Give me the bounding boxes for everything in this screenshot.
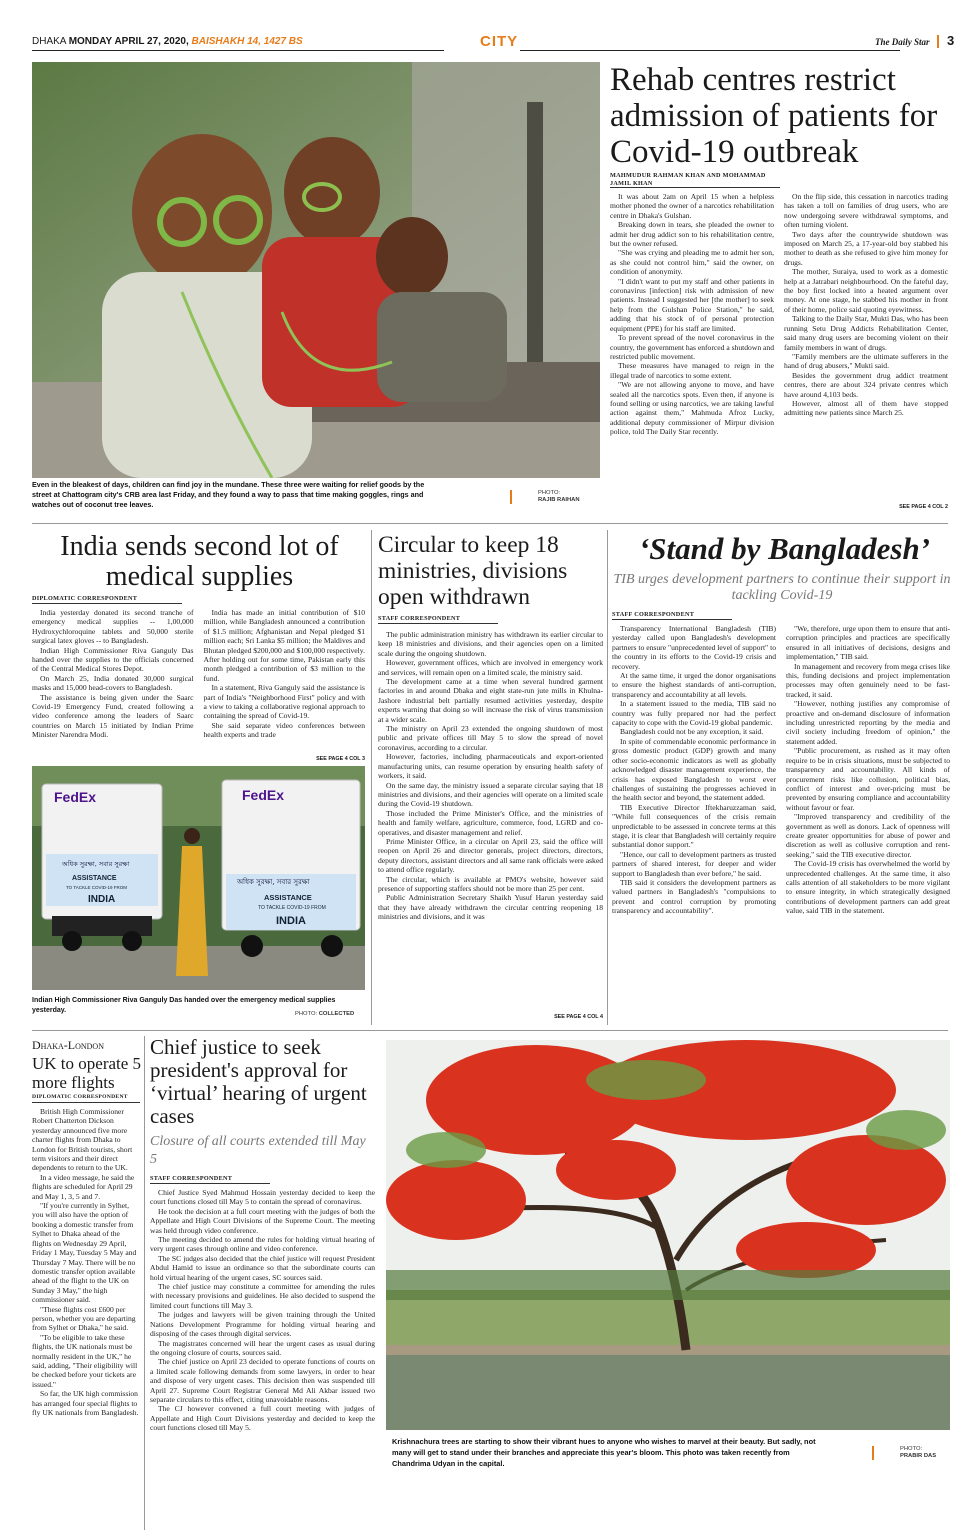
paragraph: The chief justice may constitute a committee for amending the rules with necessary provisions and guidelines. He also decided to suspend the limited court functions till May 3. — [150, 1282, 375, 1310]
pole — [527, 102, 543, 362]
top-photo-credit — [538, 490, 600, 506]
child-shirt — [377, 292, 507, 402]
paper-logo: The Daily Star — [875, 37, 930, 47]
paragraph: So far, the UK high commission has arranged four special flights to fly UK nationals from Bangladesh. — [32, 1389, 139, 1417]
paragraph: The chief justice on April 23 decided to operate functions of courts on a limited scale following demands from some lawyers, in order to hear and dispose of very urgent cases. This decision then was suspended till April 27. Supreme Court Registrar General Md Ali Akbar issued two separate circulars to this effect, citing unavoidable reasons. — [150, 1357, 375, 1404]
paragraph: To prevent spread of the novel coronavirus in the country, the government has enforced a shutdown and restricted public movement. — [610, 333, 774, 361]
tib-byline: STAFF CORRESPONDENT — [612, 611, 732, 620]
paragraph: In management and recovery from mega crises like this, funding decisions and project implementation processes may often genuinely need to be fast-tracked, it said. — [786, 661, 950, 699]
paragraph: On March 25, India donated 30,000 surgical masks and 15,000 head-covers to Bangladesh. — [32, 673, 194, 693]
masthead-date: MONDAY APRIL 27, 2020, — [68, 36, 189, 47]
paragraph: "Hence, our call to development partners as trusted partners of shared interest, for deeper and wider support to Bangladesh than ever before," he said. — [612, 849, 776, 878]
paragraph: Those included the Prime Minister's Office, and the ministries of health and family welfare, agriculture, commerce, food, LGRD and co-operatives, and disaster management and relief. — [378, 808, 603, 837]
tib-headline: ‘Stand by Bangladesh’ — [638, 531, 931, 566]
banner-line2: TO TACKLE COVID-19 FROM — [258, 905, 326, 911]
child-head — [284, 137, 380, 247]
credit-name: RAJIB RAIHAN — [538, 497, 580, 503]
uk-body — [32, 1107, 140, 1527]
krishnachura-tree-illustration — [386, 1040, 950, 1430]
paragraph: The Covid-19 crisis has overwhelmed the world by unprecedented challenges. At the same time, it also calls attention of all stakeholders to be more vigilant to ensure integrity, in which strategically designed contributions of development partners can add great value, said TIB in the statement. — [786, 859, 950, 916]
paragraph: The development came at a time when several hundred garment factories in and around Dhaka and eight state-run jute mills in Khulna-Jashore industrial belt partially resumed activities yesterday, despite experts warning that doing so will increase the risk of virus transmission at a wider scale. — [378, 677, 603, 724]
paragraph: The magistrates concerned will hear the urgent cases as usual during the ongoing closure of courts, sources said. — [150, 1338, 375, 1357]
circular-headline: Circular to keep 18 ministries, divisions open withdrawn — [378, 532, 568, 610]
paragraph: "We, therefore, urge upon them to ensure that anti-corruption principles and practices are specifically ensured in all initiatives of decisions, designs and implementation," TIB said. — [786, 624, 950, 662]
wheel — [241, 935, 263, 957]
credit-label: PHOTO: — [900, 1446, 923, 1452]
credit-label: PHOTO: — [295, 1011, 318, 1017]
paragraph: Public Administration Secretary Shaikh Yusuf Harun yesterday said that they have already withdrawn the circular centring reopening 18 ministries and divisions, and it was — [378, 893, 603, 922]
credit-name: COLLECTED — [318, 1011, 355, 1017]
paragraph: He took the decision at a full court meeting with the judges of both the Appellate and High Court Divisions of the Supreme Court. The meeting was held through video conference. — [150, 1206, 375, 1235]
rehab-byline: MAHMUDUR RAHMAN KHAN AND MOHAMMAD JAMIL KHAN — [610, 172, 780, 188]
paragraph: "I didn't want to put my staff and other patients in coronavirus [infection] risk with admission of new patients. Instead I suggested her [the mother] to seek help from the Gulshan Police Station," he said, adding that his stock of of personal protection equipment (PPE) for his staff are limited. — [610, 276, 774, 333]
tree-photo-credit — [900, 1446, 956, 1462]
india-see-page: SEE PAGE 4 COL 3 — [316, 756, 365, 762]
cj-byline: STAFF CORRESPONDENT — [150, 1175, 270, 1184]
credit-name: PRABIR DAS — [900, 1453, 937, 1459]
paragraph: "Family members are the ultimate sufferers in the hand of drug abusers," Mukti said. — [784, 351, 948, 371]
cj-deck: Closure of all courts extended till May 5 — [150, 1134, 366, 1167]
paragraph: In a statement, Riva Ganguly said the assistance is part of India's "Neighborhood First" policy and with a view to taking a collaborative regional approach to containing the spread of Covid-19. — [203, 683, 365, 721]
paragraph: In spite of commendable economic performance in gross domestic product (GDP) growth and many other socio-economic indicators as well as globally acknowledged disaster management experience, the crisis has exposed Bangladesh to worst ever challenges of sustaining the progresses achieved in the health sector and beyond, the statement added. — [612, 736, 776, 803]
rehab-see-page: SEE PAGE 4 COL 2 — [899, 504, 948, 510]
section-label: CITY — [480, 34, 519, 50]
lake-edge — [386, 1345, 950, 1355]
cj-body — [150, 1188, 375, 1528]
paragraph: The circular, which is available at PMO's website, however said presence of supporting staffers should not be more than 25 per cent. — [378, 874, 603, 893]
children-photo-illustration — [32, 62, 600, 478]
paragraph: The ministry on April 23 extended the ongoing shutdown of most public and private offices till May 5 to slow the spread of novel coronavirus, according to a circular. — [378, 724, 603, 752]
paragraph: British High Commissioner Robert Chatterton Dickson yesterday announced five more charter flights from Dhaka to London for British tourists, short term visitors and their direct dependents to return to the UK. — [32, 1107, 133, 1173]
paragraph: Bangladesh could not be any exception, it said. — [620, 727, 764, 737]
banner-line2: TO TACKLE COVID-19 FROM — [66, 885, 128, 890]
masthead-city: DHAKA — [32, 36, 66, 47]
circular-see-page: SEE PAGE 4 COL 4 — [554, 1014, 603, 1020]
banner-line3: INDIA — [276, 915, 306, 927]
person-head — [184, 828, 200, 844]
top-photo-credit-marker — [510, 490, 512, 504]
tree-photo — [386, 1040, 950, 1430]
paragraph: Besides the government drug addict treatment centres, there are about 324 private centres which have around 4,103 beds. — [784, 370, 948, 399]
column-rule — [371, 530, 372, 1025]
india-photo — [32, 766, 365, 990]
paragraph: In a statement issued to the media, TIB said no country was fully prepared nor had the perfect capacity to cope with the Covid-19 global pandemic. — [612, 699, 776, 728]
paragraph: India yesterday donated its second tranche of emergency medical supplies -- 1,00,000 Hydroxychloroquine tablets and 50,000 sterile surgical latex gloves -- to Bangladesh. — [32, 608, 194, 646]
paragraph: India has made an initial contribution of $10 million, while Bangladesh announced a contribution of $1.5 million; Afghanistan and Nepal pledged $1 million each; Sri Lanka $5 million; the Maldives and Bhutan pledged $200,000 and $100,000 respectively. After holding out for some time, Pakistan early this month pledged a contribution of $3 million to the fund. — [203, 608, 365, 683]
paragraph: It was about 2am on April 15 when a helpless mother phoned the owner of a narcotics rehabilitation centre in Dhaka's Gulshan. — [610, 192, 774, 220]
tib-deck: TIB urges development partners to continue their support in tackling Covid-19 — [613, 572, 951, 603]
rehab-headline: Rehab centres restrict admission of patients for Covid-19 outbreak — [610, 62, 938, 170]
paragraph: Two days after the countrywide shutdown was imposed on March 25, a 17-year-old boy stabbed his mother to death as she refused to give him money for drugs. — [784, 229, 948, 267]
wheel — [122, 931, 142, 951]
rehab-body — [610, 192, 948, 500]
paragraph: In a video message, he said the flights are scheduled for April 29 and May 1, 3, 5 and 7. — [32, 1172, 135, 1201]
paragraph: The CJ however convened a full court meeting with judges of Appellate and High Court Divisions yesterday and decided to keep the court functions closed till May 5. — [150, 1404, 375, 1433]
banner-bangla-text: অধিক সুরক্ষা, সবার সুরক্ষা — [237, 878, 310, 886]
india-body — [32, 608, 365, 756]
paragraph: However, government offices, which are involved in emergency work and services, will remain open on a limited scale, the ministry said. — [378, 658, 603, 677]
masthead-bangla-date: BAISHAKH 14, 1427 BS — [191, 36, 303, 47]
section-divider — [32, 1030, 948, 1031]
wheel — [321, 935, 343, 957]
paragraph: "Public procurement, as rushed as it may often require to be in crisis situations, must be subjected to transparency and accountability. All kinds of procurement risks like collusion, political bias, conflict of interest and over-pricing must be prevented by ensuring compliance and accountability without favour or fear. — [786, 746, 950, 812]
paragraph: However, factories, including pharmaceuticals and export-oriented manufacturing units, can resume operation by ensuring health safety of workers, it said. — [378, 752, 603, 781]
paragraph: The SC judges also decided that the chief justice will request President Abdul Hamid to issue an ordinance so that the subordinate courts can hold virtual hearing of the urgent cases, SC sources said. — [150, 1253, 375, 1282]
cj-headline: Chief justice to seek president's approval for ‘virtual’ hearing of urgent cases — [150, 1036, 367, 1128]
masthead-divider — [937, 35, 939, 48]
paragraph: The judges and lawyers will be given training through the United Nations Development Programme for holding virtual hearing and disposing of the cases through digital services. — [150, 1310, 375, 1339]
paragraph: At the same time, it urged the donor organisations to ensure the highest standards of anti-corruption, transparency and accountability at all levels. — [612, 671, 776, 699]
paragraph: On the same day, the ministry issued a separate circular saying that 18 ministries and divisions, and their agencies will operate on a limited scale during the Covid-19 shutdown. — [378, 780, 603, 809]
paragraph: Prime Minister Office, in a circular on April 23, said the office will reopen on April 26 and director generals, project directors, directors, deputy directors, assistant directors and all same rank officials were asked to attend office regularly. — [378, 836, 603, 875]
paragraph: On the flip side, this cessation in narcotics trading has taken a toll on families of drug users, who are now undergoing severe withdrawal symptoms, and often turning violent. — [784, 192, 948, 230]
india-byline: DIPLOMATIC CORRESPONDENT — [32, 595, 182, 604]
masthead-rule-left — [32, 50, 444, 51]
child-head — [376, 217, 448, 297]
paragraph: These measures have managed to reign in the illegal trade of narcotics to some extent. — [610, 361, 774, 380]
banner-bangla-text: অধিক সুরক্ষা, সবার সুরক্ষা — [62, 860, 130, 868]
paragraph: Breaking down in tears, she pleaded the owner to admit her drug addict son to his rehabilitation centre, but the owner refused. — [610, 220, 774, 249]
tree-photo-caption: Krishnachura trees are starting to show their vibrant hues to anyone who wishes to marvel at their beauty. But sadly, not many will get to stand under their branches and appreciate this year's bloom. This photo was taken recently from Chandrima Udyan in the capital. — [392, 1437, 816, 1468]
paragraph: "We are not allowing anyone to move, and have sealed all the narcotics spots. Even then, if anyone is found selling or using narcotics, we are taking lawful action against them," Mahmuda Afroz Lucky, additional deputy commissioner of Mirpur division police, told The Daily Star recently. — [610, 380, 774, 437]
paragraph: TIB said it considers the development partners as valued partners in Bangladesh's "compulsions to prevent and control corruption by promoting transparency and accountability". — [612, 877, 776, 916]
uk-kicker: Dhaka-London — [32, 1038, 104, 1052]
banner-line3: INDIA — [88, 894, 116, 905]
circular-byline: STAFF CORRESPONDENT — [378, 615, 498, 624]
column-rule — [607, 530, 608, 1025]
masthead-rule-right — [520, 50, 900, 51]
paragraph: Chief Justice Syed Mahmud Hossain yesterday decided to keep the court functions closed till May 5 to contain the spread of coronavirus. — [150, 1188, 375, 1207]
tree-photo-credit-marker — [872, 1446, 874, 1460]
page-number: 3 — [947, 34, 955, 48]
paragraph: Talking to the Daily Star, Mukti Das, who has been running Setu Drug Addicts Rehabilitation Center, said many drug users are becoming violent on their family members in want of drugs. — [784, 314, 948, 352]
paragraph: However, almost all of them have stopped admitting new patients since March 25. — [784, 398, 948, 418]
lake — [386, 1355, 950, 1430]
paragraph: The meeting decided to amend the rules for holding virtual hearing of very urgent cases through online and video conference. — [150, 1235, 375, 1254]
paragraph: Transparency International Bangladesh (TIB) yesterday called upon Bangladesh's development partners to ensure "unprecedented level of support" to the country in its efforts to the Covid-19 crisis and recovery. — [612, 624, 776, 671]
credit-label: PHOTO: — [538, 490, 561, 496]
india-photo-credit — [295, 1011, 367, 1019]
tib-body — [612, 624, 950, 1024]
india-headline: India sends second lot of medical supplies — [60, 532, 339, 592]
paragraph: The assistance is being given under the Saarc Covid-19 Emergency Fund, created following a video conference among the leaders of Saarc countries on March 15 initiated by Indian Prime Minister Narendra Modi. — [32, 692, 194, 740]
top-photo — [32, 62, 600, 478]
banner-line1: ASSISTANCE — [72, 875, 117, 882]
paragraph: "However, nothing justifies any compromise of proactive and on-demand disclosure of information including unrestricted reporting by the media and civil society including freedom of opinion," the statement added. — [786, 699, 950, 746]
paragraph: "She was crying and pleading me to admit her son, as she could not control him," said the owner, on condition of anonymity. — [610, 248, 774, 277]
uk-byline: DIPLOMATIC CORRESPONDENT — [32, 1094, 140, 1103]
paragraph: She said separate video conferences between health experts and trade — [203, 720, 365, 740]
distant-trees — [386, 1270, 950, 1300]
section-divider — [32, 523, 948, 524]
banner-line1: ASSISTANCE — [264, 893, 312, 902]
paragraph: Indian High Commissioner Riva Ganguly Das handed over the supplies to the officials concerned of the Central Medical Stores Depot. — [32, 645, 194, 674]
top-photo-caption: Even in the bleakest of days, children can find joy in the mundane. These three were waiting for relief goods by the street at Chattogram city's CRB area last Friday, and they found a way to pass that time making goggles, rings and watches out of coconut tree leaves. — [32, 480, 425, 509]
paragraph: "To be eligible to take these flights, the UK nationals must be normally resident in the UK," he said, adding, "Their eligibility will be checked before your tickets are issued." — [32, 1332, 138, 1389]
paragraph: TIB Executive Director Iftekharuzzaman said, "While full consequences of the crisis remain unpredictable to be assessed in concrete terms at this stage, it is clear that Bangladesh will certainly require substantial donor support." — [612, 802, 776, 850]
column-rule — [144, 1036, 145, 1530]
paragraph: "If you're currently in Sylhet, you will also have the option of booking a domestic transfer from Sylhet to Dhaka ahead of the flights on Wednesday 29 April, Friday 1 May, Tuesday 5 May and Thursday 7 May. There will be no domestic transfer option available ahead of the flight to the UK on Sunday 3 May," the high commissioner said. — [32, 1201, 137, 1305]
paragraph: The public administration ministry has withdrawn its earlier circular to keep 18 ministries and divisions, and their agencies open on a limited scale during the ongoing shutdown. — [378, 630, 603, 658]
india-photo-caption: Indian High Commissioner Riva Ganguly Das handed over the emergency medical supplies yesterday. — [32, 997, 336, 1014]
uk-headline: UK to operate 5 more flights — [32, 1054, 142, 1092]
paragraph: "Improved transparency and credibility of the government as well as donors. Lack of openness will create greater opportunities for abuse of power and discretion as well as collusive corruption and rent-seeking," said the TIB executive director. — [786, 812, 950, 859]
paragraph: The mother, Suraiya, used to work as a domestic help at a Jatrabari neighbourhood. On the fateful day, the boy first locked into a heated argument over money. At one stage, he stabbed his mother in front of their home, police said quoting eyewitness. — [784, 267, 948, 314]
fedex-trucks-illustration — [32, 766, 365, 990]
fedex-logo: FedEx — [54, 789, 97, 805]
fedex-logo: FedEx — [242, 787, 285, 803]
paragraph: "These flights cost £600 per person, whether you are departing from Sylhet or Dhaka," he said. — [32, 1304, 136, 1333]
wheel — [62, 931, 82, 951]
circular-body — [378, 630, 603, 1014]
